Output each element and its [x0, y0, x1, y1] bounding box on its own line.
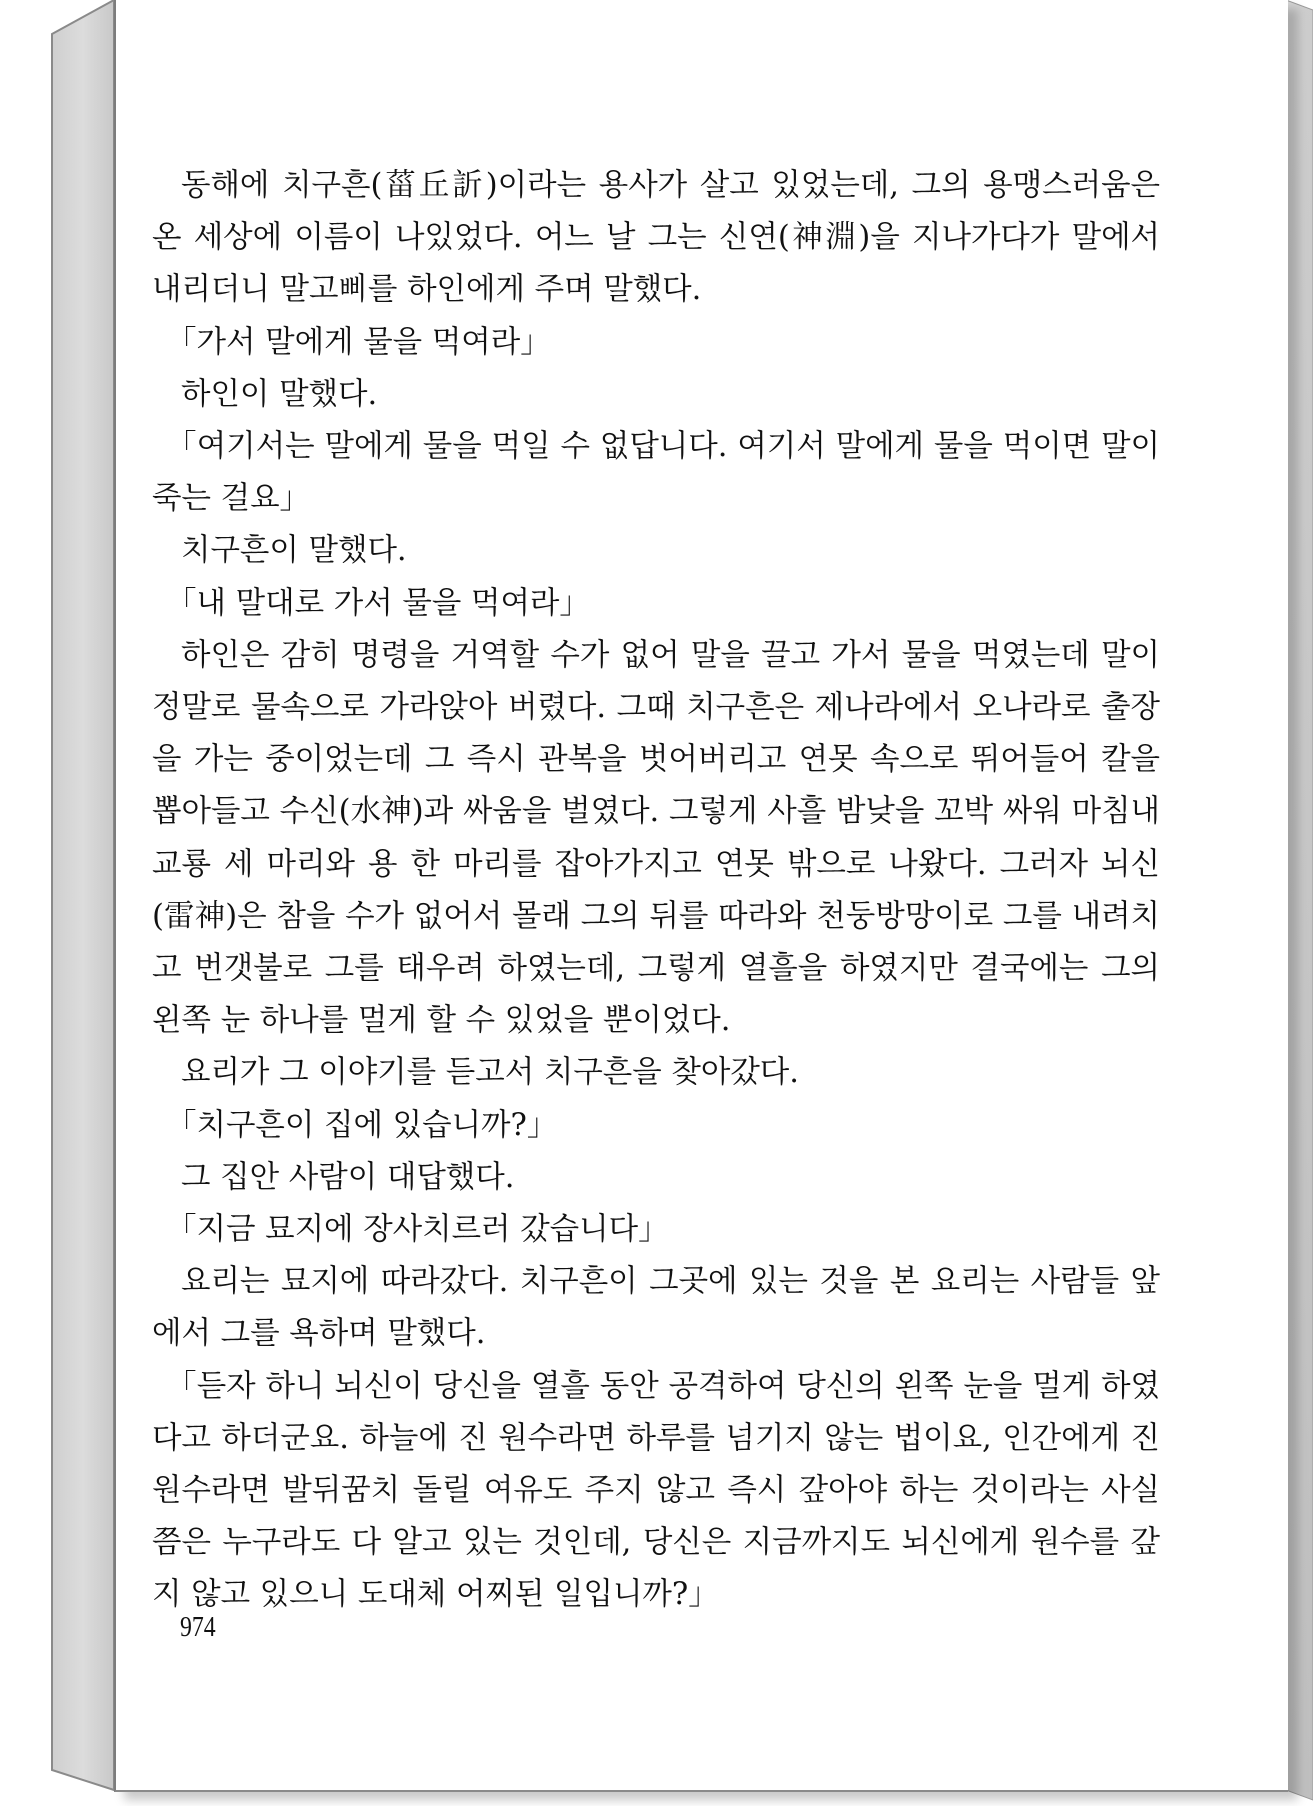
paragraph: 하인이 말했다.: [181, 376, 378, 412]
paragraph: 그 집안 사람이 대답했다.: [181, 1159, 515, 1195]
dialogue-line: 「치구흔이 집에 있습니까?」: [166, 1107, 558, 1143]
paragraph: 요리는 묘지에 따라갔다. 치구흔이 그곳에 있는 것을 본 요리는 사람들 앞에서 그를 욕하며 말했다.: [152, 1264, 1160, 1352]
paragraph: 하인은 감히 명령을 거역할 수가 없어 말을 끌고 가서 물을 먹였는데 말이 정말로 물속으로 가라앉아 버렸다. 그때 치구흔은 제나라에서 오나라로 출장을 가는 중이었는데 그 즉시 관복을 벗어버리고 연못 속으로 뛰어들어 칼을 뽑아들고 수신(水神)과 싸움을 벌였다. 그렇게 사흘 밤낮을 꼬박 싸워 마침내 교룡 세 마리와 용 한 마리를 잡아가지고 연못 밖으로 나왔다. 그러자 뇌신(雷神)은 참을 수가 없어서 몰래 그의 뒤를 따라와 천둥방망이로 그를 내려치고 번갯불로 그를 태우려 하였는데, 그렇게 열흘을 하였지만 결국에는 그의 왼쪽 눈 하나를 멀게 할 수 있었을 뿐이었다.: [152, 637, 1160, 1039]
dialogue-line: 「내 말대로 가서 물을 먹여라」: [166, 585, 590, 621]
paragraph: 치구흔이 말했다.: [181, 533, 407, 569]
paragraph: 요리가 그 이야기를 듣고서 치구흔을 찾아갔다.: [181, 1055, 799, 1091]
dialogue-line: 「여기서는 말에게 물을 먹일 수 없답니다. 여기서 말에게 물을 먹이면 말이 죽는 걸요」: [152, 429, 1160, 517]
dialogue-line: 「지금 묘지에 장사치르러 갔습니다」: [166, 1212, 669, 1248]
dialogue-line: 「가서 말에게 물을 먹여라」: [166, 324, 551, 360]
paragraph: 동해에 치구흔(菑丘訢)이라는 용사가 살고 있었는데, 그의 용맹스러움은 온 세상에 이름이 나있었다. 어느 날 그는 신연(神淵)을 지나가다가 말에서 내리더니 말고삐를 하인에게 주며 말했다.: [152, 168, 1160, 308]
page-number: 974: [180, 1612, 216, 1643]
body-text: [152, 160, 1160, 1622]
dialogue-line: 「듣자 하니 뇌신이 당신을 열흘 동안 공격하여 당신의 왼쪽 눈을 멀게 하였다고 하더군요. 하늘에 진 원수라면 하루를 넘기지 않는 법이요, 인간에게 진 원수라면 발뒤꿈치 돌릴 여유도 주지 않고 즉시 갚아야 하는 것이라는 사실쯤은 누구라도 다 알고 있는 것인데, 당신은 지금까지도 뇌신에게 원수를 갚지 않고 있으니 도대체 어찌된 일입니까?」: [152, 1368, 1160, 1613]
